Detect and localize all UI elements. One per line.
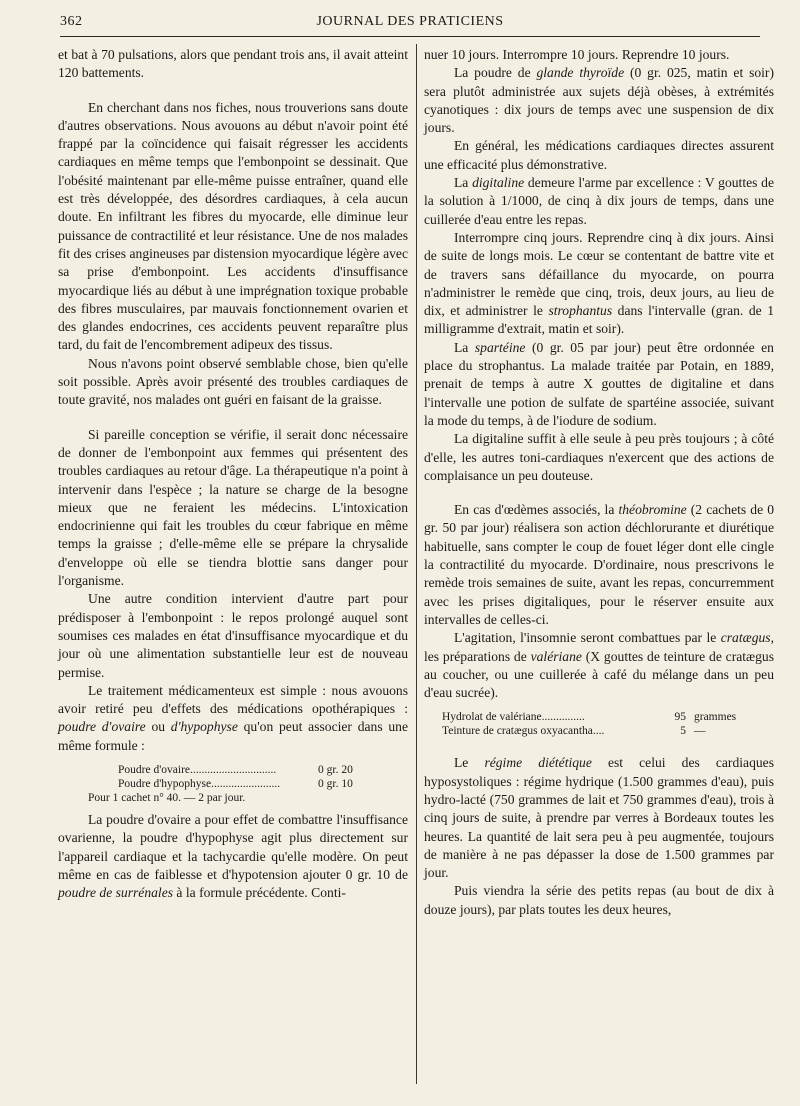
paragraph: La poudre de glande thyroïde (0 gr. 025, matin et soir) sera plutôt administrée aux sujets déjà obèses, à extrémités cyanotiques : dix jours de temps avec une suspension de dix jours. [424, 65, 774, 136]
formula-row: Poudre d'ovaire.............................. 0 gr. 20 [118, 763, 353, 776]
paragraph: Interrompre cinq jours. Reprendre cinq à dix jours. Ainsi de suite de longs mois. Le cœur se contentant de battre vite et de travers sans défaillance du myocarde, on pourra n'administrer le remède que cinq, trois, deux jours, au lieu de dix, et administrer le strophantus dans l'intervalle (gran. de 1 milligramme d'extrait, matin et soir). [424, 229, 774, 337]
paragraph: Nous n'avons point observé semblable chose, bien qu'elle soit possible. Après avoir présenté des troubles cardiaques de toute gravité, nos malades ont guéri en faisant de la graisse. [58, 355, 408, 408]
formula-row: Poudre d'hypophyse........................ 0 gr. 10 [118, 777, 353, 790]
paragraph: En cherchant dans nos fiches, nous trouverions sans doute d'autres observations. Nous avouons au début n'avoir point été frappé par la coïncidence qui faisait régresser les accidents cardiaques en même temps que l'embonpoint se dessinait. Que l'obésité maintenant par elle-même puisse entraîner, quand elle est très développée, des désordres cardiaques, à cela aucun doute. En infiltrant les fibres du myocarde, elle diminue leur puissance de contractilité et leur résistance. Une de nos malades fit des crises angineuses par distension myocardique légère avec sa prise d'embonpoint. Les accidents d'insuffisance myocardique liés au début à une imprégnation toxique probable des fibres musculaires, par mauvais fonctionnement ovarien et des glandes endocrines, ces accidents peuvent reparaître plus tard, du fait de l'encombrement adipeux des tissus. [58, 99, 408, 353]
paragraph: Puis viendra la série des petits repas (au bout de dix à douze jours), par plats toutes les deux heures, [424, 883, 774, 917]
paragraph: En cas d'œdèmes associés, la théobromine (2 cachets de 0 gr. 50 par jour) réalisera son action déchlorurante et diurétique habituelle, sans compter le coup de fouet léger dont elle cingle la contractilité du myocarde. D'ordinaire, nous prescrivons le remède trois semaines de suite, avant les repas, concurremment avec les prises digitaliques, pour le réserver ensuite aux intervalles de celles-ci. [424, 502, 775, 627]
paragraph: La poudre d'ovaire a pour effet de combattre l'insuffisance ovarienne, la poudre d'hypophyse agit plus directement sur l'appareil cardiaque et la tachycardie qu'elle modère. On peut même en cas de faiblesse et d'hypotension ajouter 0 gr. 10 de poudre de surrénales à la formule précédente. Conti- [58, 811, 408, 901]
running-header [60, 10, 760, 37]
paragraph: Le traitement médicamenteux est simple : nous avouons avoir retiré peu d'effets des médications opothérapiques : poudre d'ovaire ou d'hypophyse qu'on peut associer dans une même formule : [58, 682, 408, 753]
prescription-formula [424, 710, 774, 738]
prescription-formula [58, 763, 408, 805]
column-divider [416, 44, 417, 1084]
paragraph: En général, les médications cardiaques directes assurent une efficacité plus démonstrative. [424, 138, 774, 172]
paragraph: et bat à 70 pulsations, alors que pendant trois ans, il avait atteint 120 battements. [58, 47, 408, 81]
left-column [58, 46, 408, 902]
paragraph: La spartéine (0 gr. 05 par jour) peut être ordonnée en place du strophantus. La malade traitée par Potain, en 1889, prenait de temps à autre X gouttes de digitaline et dans l'intervalle une potion de sulfate de spartéine associée, suivant la mode du temps, à de l'iodure de sodium. [424, 339, 774, 428]
paragraph: Si pareille conception se vérifie, il serait donc nécessaire de donner de l'embonpoint aux femmes qui présentent des troubles cardiaques au retour d'âge. La thérapeutique n'a point à intervenir dans l'espèce ; la nature se charge de la besogne mieux que ne feraient les médecins. L'intoxication endocrinienne qui fait les troubles du cœur fabrique en même temps la graisse ; d'elle-même elle se prépare la chrysalide d'enveloppe où elle se tiendra blottie sans danger pour l'organisme. [58, 426, 408, 589]
paragraph: nuer 10 jours. Interrompre 10 jours. Reprendre 10 jours. [424, 47, 730, 62]
page-number: 362 [60, 14, 83, 29]
paragraph: L'agitation, l'insomnie seront combattues par le cratægus, les préparations de valériane (X gouttes de teinture de cratægus au coucher, ou une cuillerée à café du mélange dans un peu d'eau sucrée). [424, 630, 774, 701]
paragraph: Une autre condition intervient d'autre part pour prédisposer à l'embonpoint : le repos prolongé auquel sont soumises ces malades en état d'insuffisance myocardique et du jour où une alimentation substantielle leur est de nouveau permise. [58, 591, 408, 680]
paragraph: La digitaline demeure l'arme par excellence : V gouttes de la solution à 1/1000, de cinq à dix jours de temps, dans une cuillerée d'eau entre les repas. [424, 175, 774, 227]
right-column [424, 46, 774, 919]
formula-row: Hydrolat de valériane............... 95 grammes [442, 711, 737, 724]
journal-title: JOURNAL DES PRATICIENS [316, 14, 504, 29]
paragraph: Le régime diététique est celui des cardiaques hyposystoliques : régime hydrique (1.500 grammes d'eau), puis hydro-lacté (750 grammes de lait et 750 grammes d'eau), trois à cinq jours de suite, à prendre par verres à Bordeaux toutes les heures. La quantité de lait sera peu à peu augmentée, toujours de manière à ne pas dépasser la dose de 1.500 grammes par jour. [424, 755, 774, 881]
paragraph: La digitaline suffit à elle seule à peu près toujours ; à côté d'elle, les autres toni-cardiaques n'exercent que des actions de complaisance un peu douteuse. [424, 431, 774, 483]
formula-row: Teinture de cratægus oxyacantha.... 5 — [442, 725, 706, 738]
formula-note: Pour 1 cachet n° 40. — 2 par jour. [88, 791, 246, 804]
